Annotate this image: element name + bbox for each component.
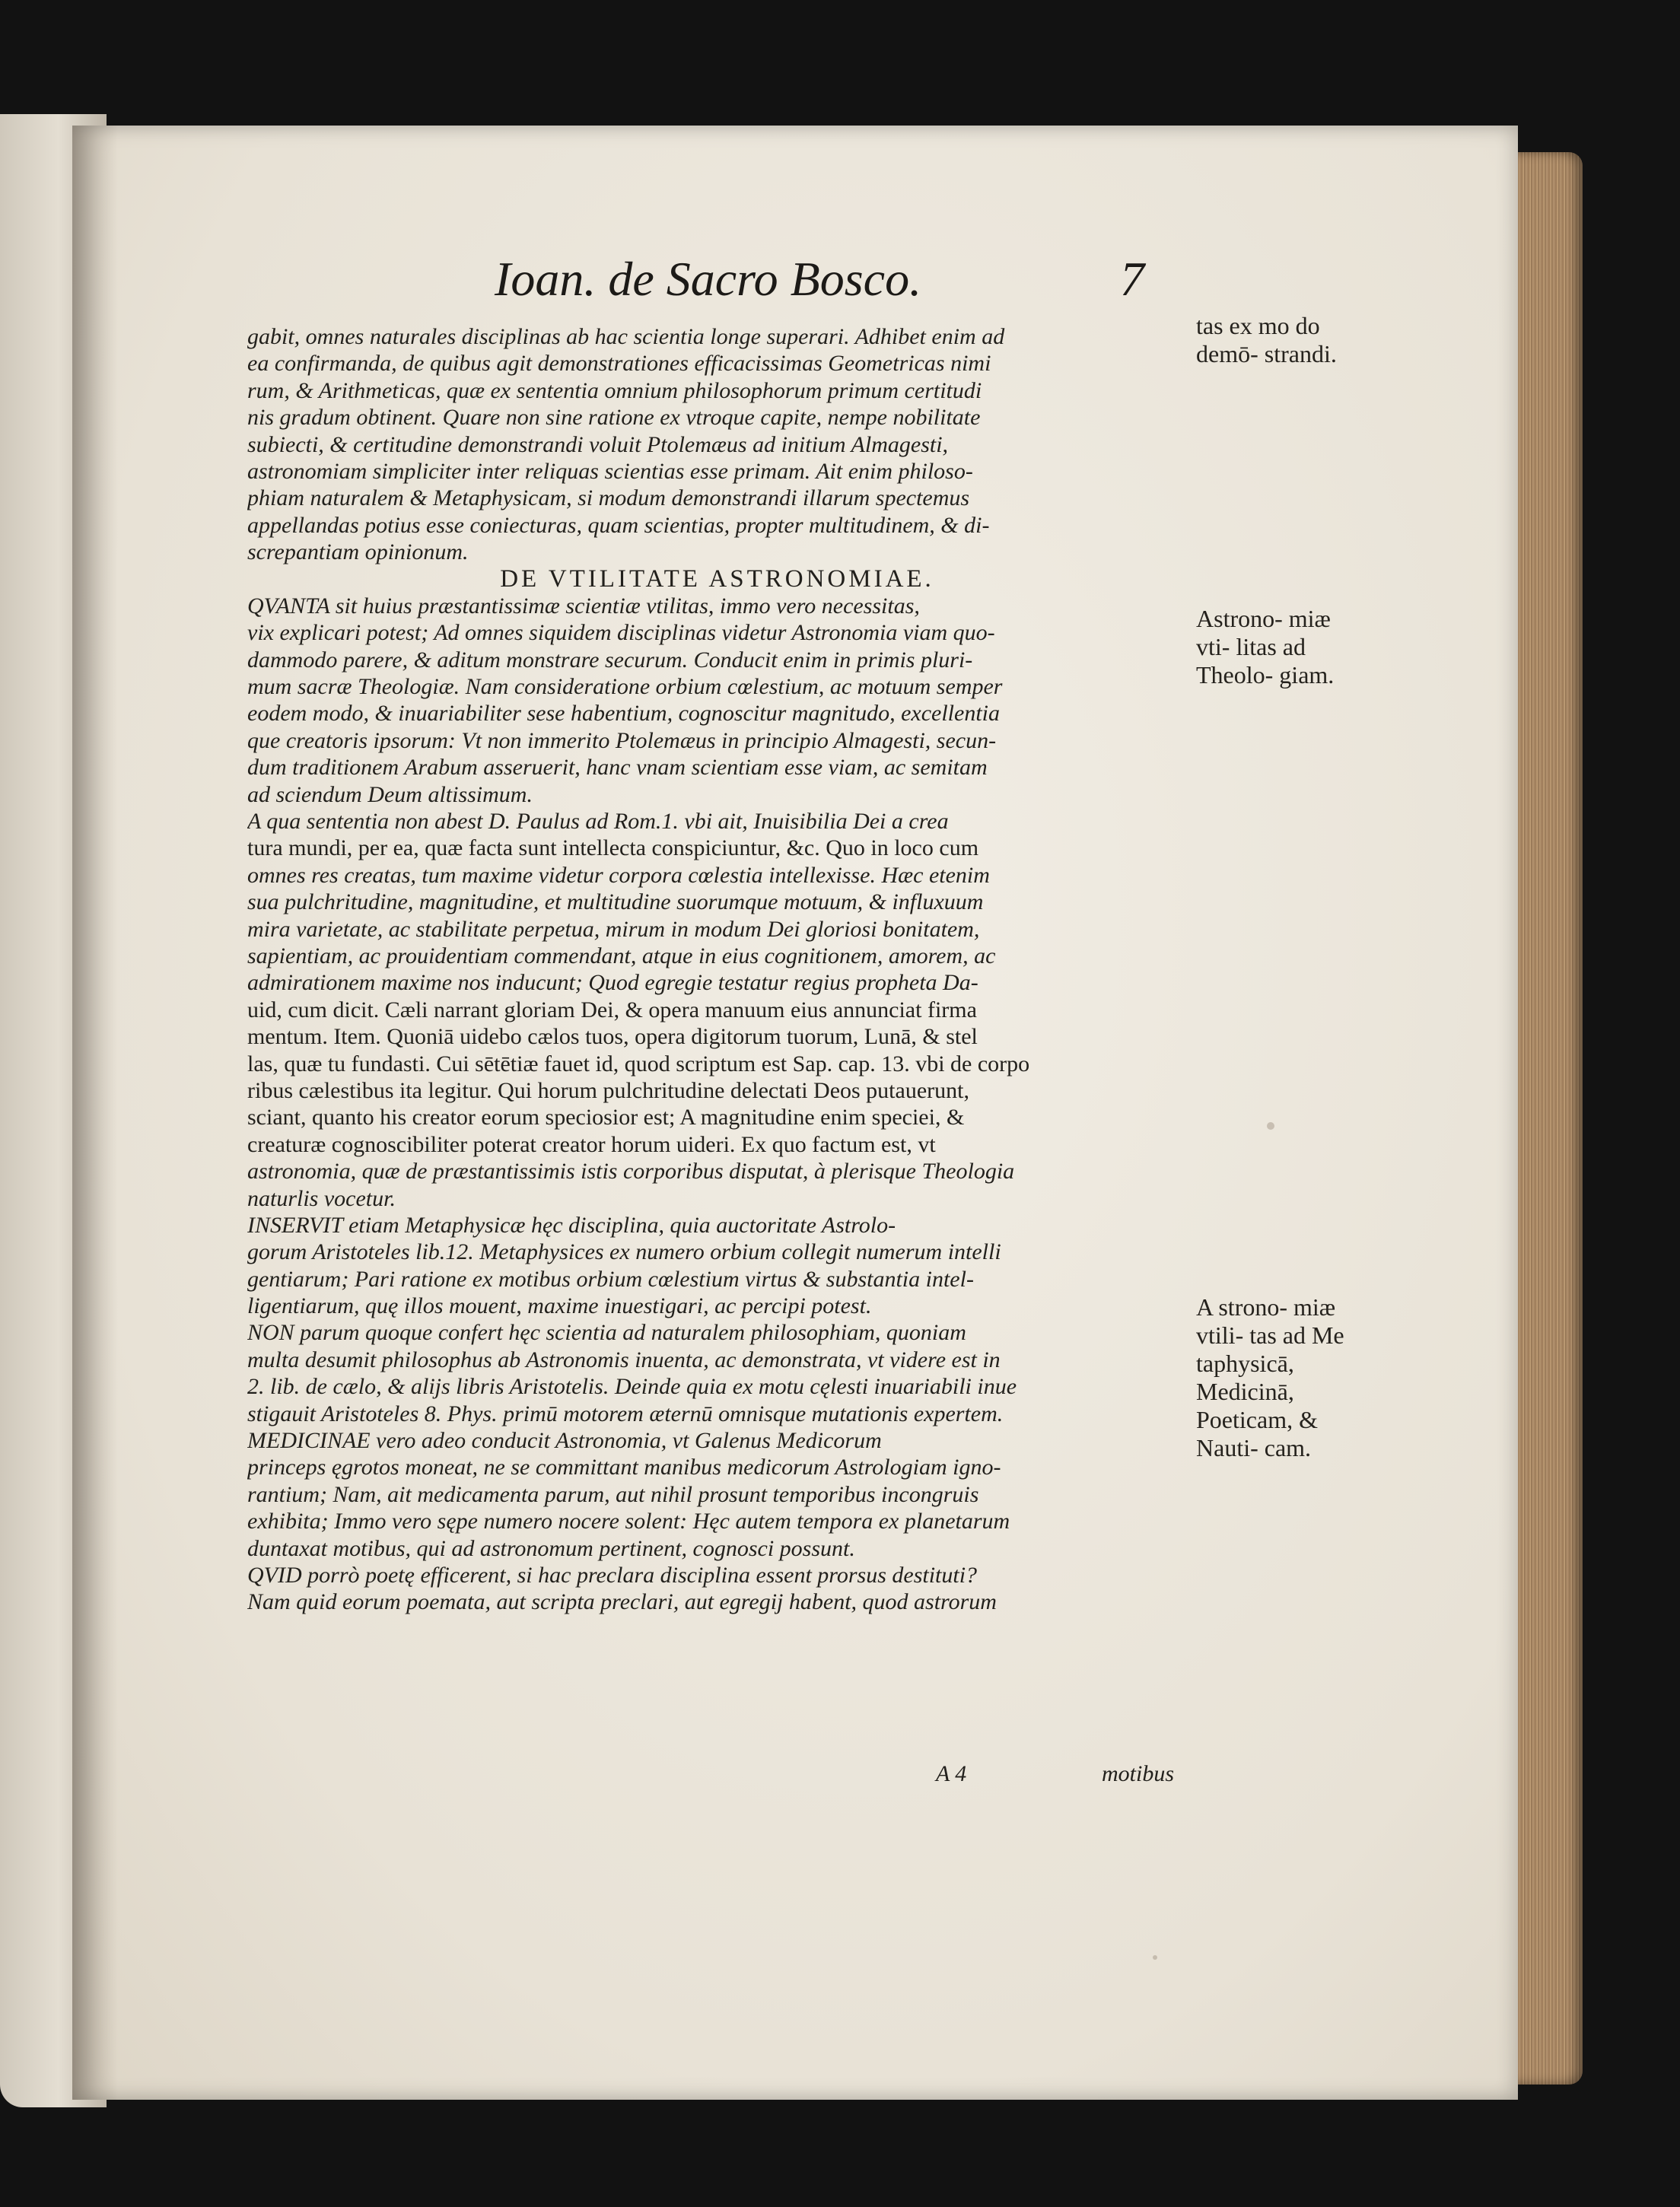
text-line: que creatoris ipsorum: Vt non immerito Ptolemæus in principio Almagesti, secun- [247, 727, 997, 753]
text-line: phiam naturalem & Metaphysicam, si modum demonstrandi illarum spectemus [247, 485, 970, 511]
paper-spot [1153, 1955, 1157, 1960]
text-line: dammodo parere, & aditum monstrare securum. Conducit enim in primis pluri- [247, 647, 973, 673]
main-text-block [247, 323, 1187, 1616]
section-heading: DE VTILITATE ASTRONOMIAE. [500, 565, 934, 593]
text-line: A qua sententia non abest D. Paulus ad Rom.1. vbi ait, Inuisibilia Dei a crea [247, 809, 949, 835]
text-line: screpantiam opinionum. [247, 539, 469, 565]
text-line: sua pulchritudine, magnitudine, et multitudine suorumque motuum, & influxuum [247, 889, 984, 915]
text-line: QVANTA sit huius præstantissimæ scientiæ vtilitas, immo vero necessitas, [247, 593, 920, 619]
text-line: creaturæ cognoscibiliter poterat creator horum uideri. Ex quo factum est, vt [247, 1131, 936, 1157]
text-line: dum traditionem Arabum asseruerit, hanc vnam scientiam esse viam, ac semitam [247, 755, 988, 781]
text-line: stigauit Aristoteles 8. Phys. primū motorem æternū omnisque mutationis expertem. [247, 1401, 1004, 1426]
page-number: 7 [1120, 252, 1144, 306]
text-line: rum, & Arithmeticas, quæ ex sententia omnium philosophorum primum certitudi [247, 377, 982, 403]
text-line: 2. lib. de cælo, & alijs libris Aristotelis. Deinde quia ex motu cęlesti inuariabili inue [247, 1374, 1017, 1400]
text-line: appellandas potius esse coniecturas, quam scientias, propter multitudinem, & di- [247, 512, 990, 538]
paper-spot [1267, 1122, 1274, 1130]
text-line: sapientiam, ac prouidentiam commendant, atque in eius cognitionem, amorem, ac [247, 943, 996, 968]
text-line: uid, cum dicit. Cæli narrant gloriam Dei, & opera manuum eius annunciat firma [247, 997, 977, 1022]
text-line: subiecti, & certitudine demonstrandi voluit Ptolemæus ad initium Almagesti, [247, 431, 949, 457]
text-line: rantium; Nam, ait medicamenta parum, aut nihil prosunt temporibus incongruis [247, 1481, 979, 1507]
text-line: ad sciendum Deum altissimum. [247, 781, 533, 807]
catchword: motibus [1102, 1761, 1175, 1786]
text-line: nis gradum obtinent. Quare non sine ratione ex vtroque capite, nempe nobilitate [247, 405, 981, 431]
text-line: las, quæ tu fundasti. Cui sētētiæ fauet id, quod scriptum est Sap. cap. 13. vbi de corpo [247, 1051, 1030, 1076]
text-line: astronomiam simpliciter inter reliquas scientias esse primam. Ait enim philoso- [247, 458, 973, 484]
signature-mark: A 4 [936, 1761, 967, 1786]
text-line: sciant, quanto his creator eorum speciosior est; A magnitudine enim speciei, & [247, 1105, 965, 1131]
text-line: Nam quid eorum poemata, aut scripta preclari, aut egregij habent, quod astrorum [247, 1589, 997, 1615]
text-line: exhibita; Immo vero sępe numero nocere solent: Hęc autem tempora ex planetarum [247, 1509, 1010, 1534]
text-line: ea confirmanda, de quibus agit demonstrationes efficacissimas Geometricas nimi [247, 351, 991, 377]
text-line: INSERVIT etiam Metaphysicæ hęc disciplina, quia auctoritate Astrolo- [247, 1212, 896, 1238]
text-line: ligentiarum, quę illos mouent, maxime inuestigari, ac percipi potest. [247, 1293, 872, 1319]
text-line: princeps ęgrotos moneat, ne se committant manibus medicorum Astrologiam igno- [247, 1455, 1001, 1480]
margin-note-metaphysics-medicine: A strono- miæ vtili- tas ad Me taphysicā, Medicinā, Poeticam, & Nauti- cam. [1196, 1293, 1344, 1461]
text-line: admirationem maxime nos inducunt; Quod egregie testatur regius propheta Da- [247, 970, 978, 996]
text-line: QVID porrò poetę efficerent, si hac preclara disciplina essent prorsus destituti? [247, 1562, 978, 1588]
text-line: mira varietate, ac stabilitate perpetua, mirum in modum Dei gloriosi bonitatem, [247, 916, 980, 942]
text-line: mum sacræ Theologiæ. Nam consideratione orbium cœlestium, ac motuum semper [247, 674, 1003, 700]
text-line: multa desumit philosophus ab Astronomis inuenta, ac demonstrata, vt videre est in [247, 1347, 1001, 1372]
text-line: gorum Aristoteles lib.12. Metaphysices ex numero orbium collegit numerum intelli [247, 1239, 1001, 1265]
text-line: eodem modo, & inuariabiliter sese habentium, cognoscitur magnitudo, excellentia [247, 701, 1001, 727]
text-line: naturlis vocetur. [247, 1185, 396, 1211]
page-header [0, 251, 1680, 320]
text-line: gabit, omnes naturales disciplinas ab hac scientia longe superari. Adhibet enim ad [247, 324, 1005, 349]
text-line: duntaxat motibus, qui ad astronomum pertinent, cognosci possunt. [247, 1535, 855, 1561]
gutter-shadow [72, 126, 118, 2100]
page-fore-edge [1510, 152, 1583, 2085]
text-line: gentiarum; Pari ratione ex motibus orbium cœlestium virtus & substantia intel- [247, 1266, 974, 1292]
text-line: astronomia, quæ de præstantissimis istis corporibus disputat, à plerisque Theologia [247, 1159, 1015, 1185]
text-line: mentum. Item. Quoniā uidebo cælos tuos, opera digitorum tuorum, Lunā, & stel [247, 1024, 978, 1050]
text-line: NON parum quoque confert hęc scientia ad naturalem philosophiam, quoniam [247, 1320, 966, 1346]
text-line: MEDICINAE vero adeo conducit Astronomia, vt Galenus Medicorum [247, 1428, 882, 1454]
text-line: omnes res creatas, tum maxime videtur corpora cœlestia intellexisse. Hæc etenim [247, 862, 990, 888]
margin-note-theology: Astrono- miæ vti- litas ad Theolo- giam. [1196, 605, 1335, 688]
text-line: vix explicari potest; Ad omnes siquidem disciplinas videtur Astronomia viam quo- [247, 620, 995, 646]
text-line: ribus cælestibus ita legitur. Qui horum pulchritudine delectati Deos putauerunt, [247, 1077, 969, 1103]
text-line: tura mundi, per ea, quæ facta sunt intellecta conspiciuntur, &c. Quo in loco cum [247, 835, 979, 861]
running-title: Ioan. de Sacro Bosco. [495, 252, 922, 306]
margin-note-demonstration: tas ex mo do demō- strandi. [1196, 312, 1337, 367]
